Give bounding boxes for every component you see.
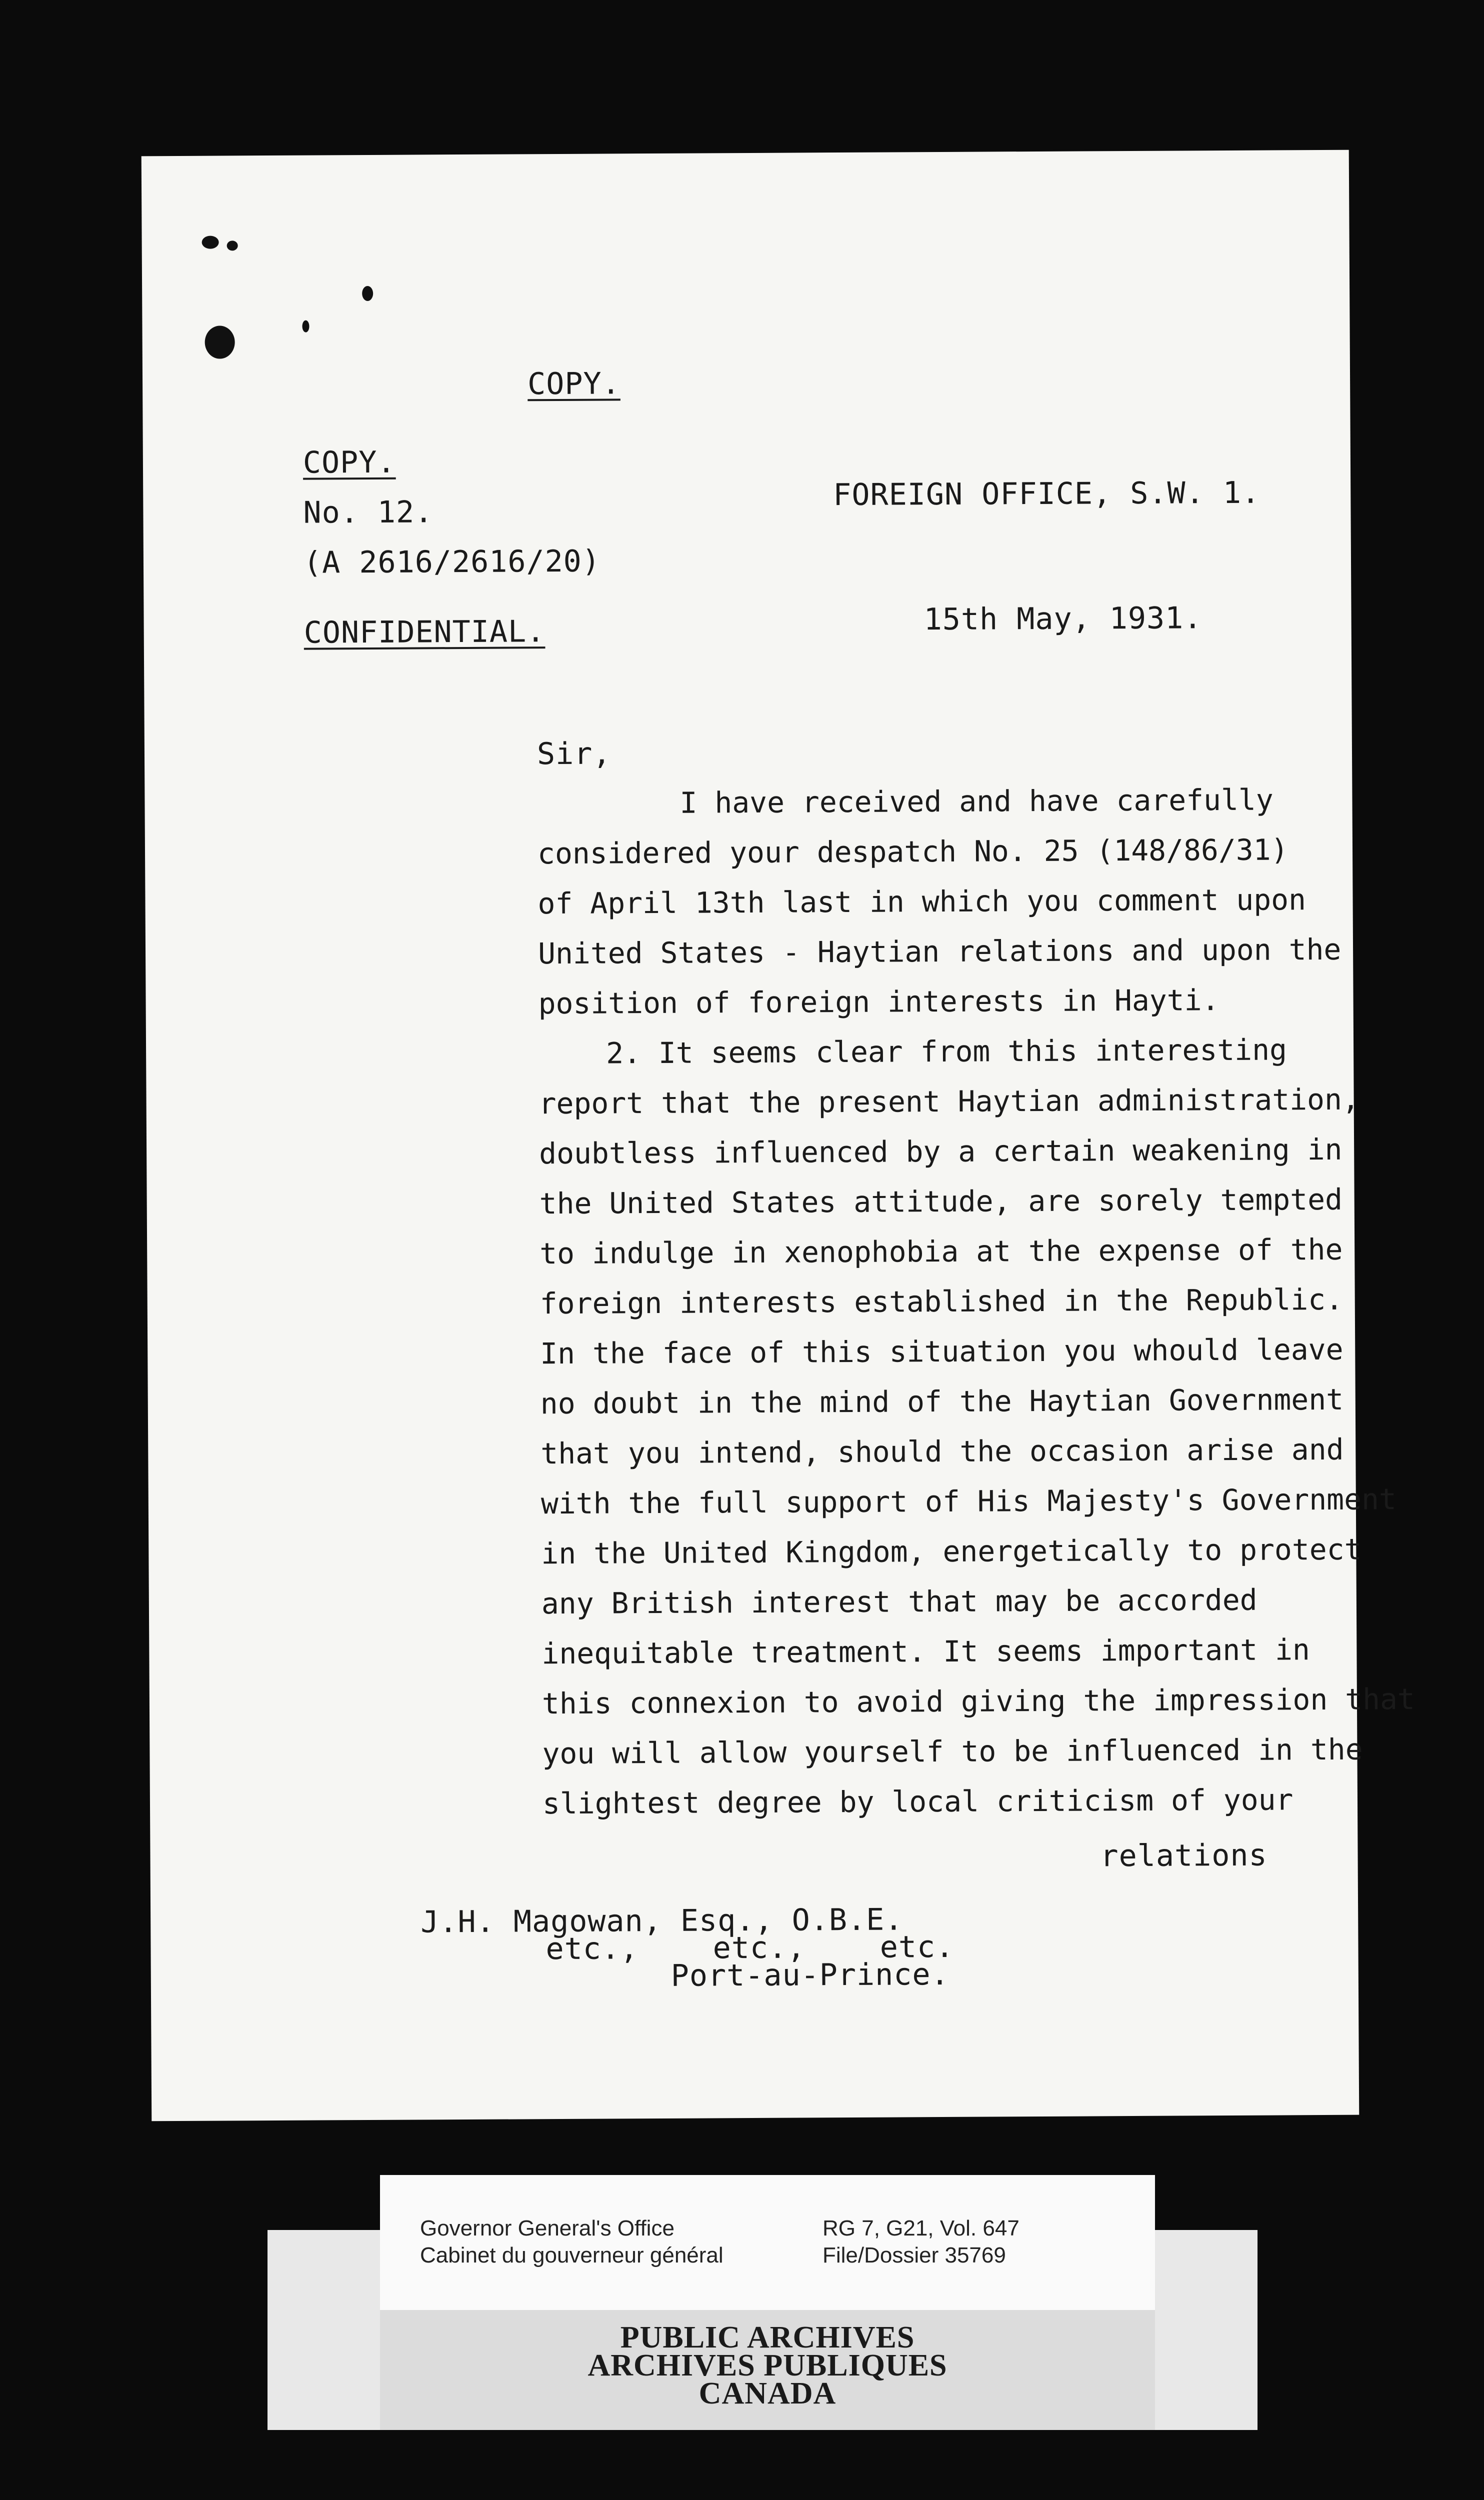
archive-record-group: RG 7, G21, Vol. 647 bbox=[822, 2216, 1020, 2240]
body-line: doubtless influenced by a certain weakening in bbox=[539, 1132, 1342, 1171]
ink-blot bbox=[202, 236, 219, 249]
ink-blot bbox=[205, 326, 235, 358]
office-address: FOREIGN OFFICE, S.W. 1. bbox=[833, 475, 1260, 513]
ink-blot bbox=[227, 240, 238, 250]
archive-stamp-line: ARCHIVES PUBLIQUES bbox=[588, 2348, 948, 2382]
body-line: any British interest that may be accorded bbox=[541, 1582, 1258, 1621]
letter-page bbox=[142, 150, 1416, 2122]
body-line: this connexion to avoid giving the impression that bbox=[542, 1682, 1416, 1721]
ink-blot bbox=[362, 286, 373, 301]
body-line: report that the present Haytian administration, bbox=[538, 1082, 1360, 1121]
body-line: In the face of this situation you whould leave bbox=[540, 1332, 1344, 1371]
classification: CONFIDENTIAL. bbox=[304, 614, 546, 650]
body-line: I have received and have carefully bbox=[680, 782, 1274, 820]
body-line: of April 13th last in which you comment upon bbox=[538, 882, 1306, 921]
body-line: the United States attitude, are sorely tempted bbox=[539, 1182, 1343, 1221]
archive-stamp-line: CANADA bbox=[698, 2376, 836, 2410]
copy-header: COPY. bbox=[527, 366, 620, 402]
archive-file-number: File/Dossier 35769 bbox=[822, 2243, 1006, 2268]
addressee-name: J.H. Magowan, Esq., O.B.E. bbox=[420, 1902, 904, 1940]
ink-blot bbox=[302, 320, 309, 332]
body-line: no doubt in the mind of the Haytian Government bbox=[540, 1382, 1344, 1421]
salutation: Sir, bbox=[536, 736, 612, 772]
body-line: considered your despatch No. 25 (148/86/31) bbox=[537, 832, 1288, 871]
letter-date: 15th May, 1931. bbox=[924, 600, 1202, 638]
archive-office-fr: Cabinet du gouverneur général bbox=[420, 2243, 724, 2268]
body-line: position of foreign interests in Hayti. bbox=[538, 983, 1220, 1021]
body-line: inequitable treatment. It seems important in bbox=[542, 1632, 1310, 1671]
copy-label: COPY. bbox=[302, 444, 396, 480]
body-line: 2. It seems clear from this interesting bbox=[606, 1032, 1288, 1070]
body-line: foreign interests established in the Republic. bbox=[540, 1282, 1344, 1321]
reference-number: (A 2616/2616/20) bbox=[303, 544, 601, 580]
body-line: with the full support of His Majesty's Government bbox=[540, 1482, 1397, 1521]
body-line: you will allow yourself to be influenced in the bbox=[542, 1732, 1363, 1771]
addressee-etc: etc., etc., etc. bbox=[546, 1929, 954, 1967]
body-line: slightest degree by local criticism of your bbox=[542, 1782, 1294, 1821]
addressee-place: Port-au-Prince. bbox=[670, 1956, 950, 1994]
catchword: relations bbox=[1100, 1838, 1268, 1874]
archive-stamp-line: PUBLIC ARCHIVES bbox=[620, 2320, 915, 2354]
body-line: that you intend, should the occasion arise and bbox=[540, 1432, 1344, 1471]
despatch-number: No. 12. bbox=[303, 494, 434, 530]
body-line: United States - Haytian relations and upon the bbox=[538, 932, 1342, 971]
archive-office-en: Governor General's Office bbox=[420, 2216, 674, 2240]
body-line: to indulge in xenophobia at the expense of the bbox=[540, 1232, 1343, 1271]
body-line: in the United Kingdom, energetically to protect bbox=[541, 1532, 1362, 1571]
